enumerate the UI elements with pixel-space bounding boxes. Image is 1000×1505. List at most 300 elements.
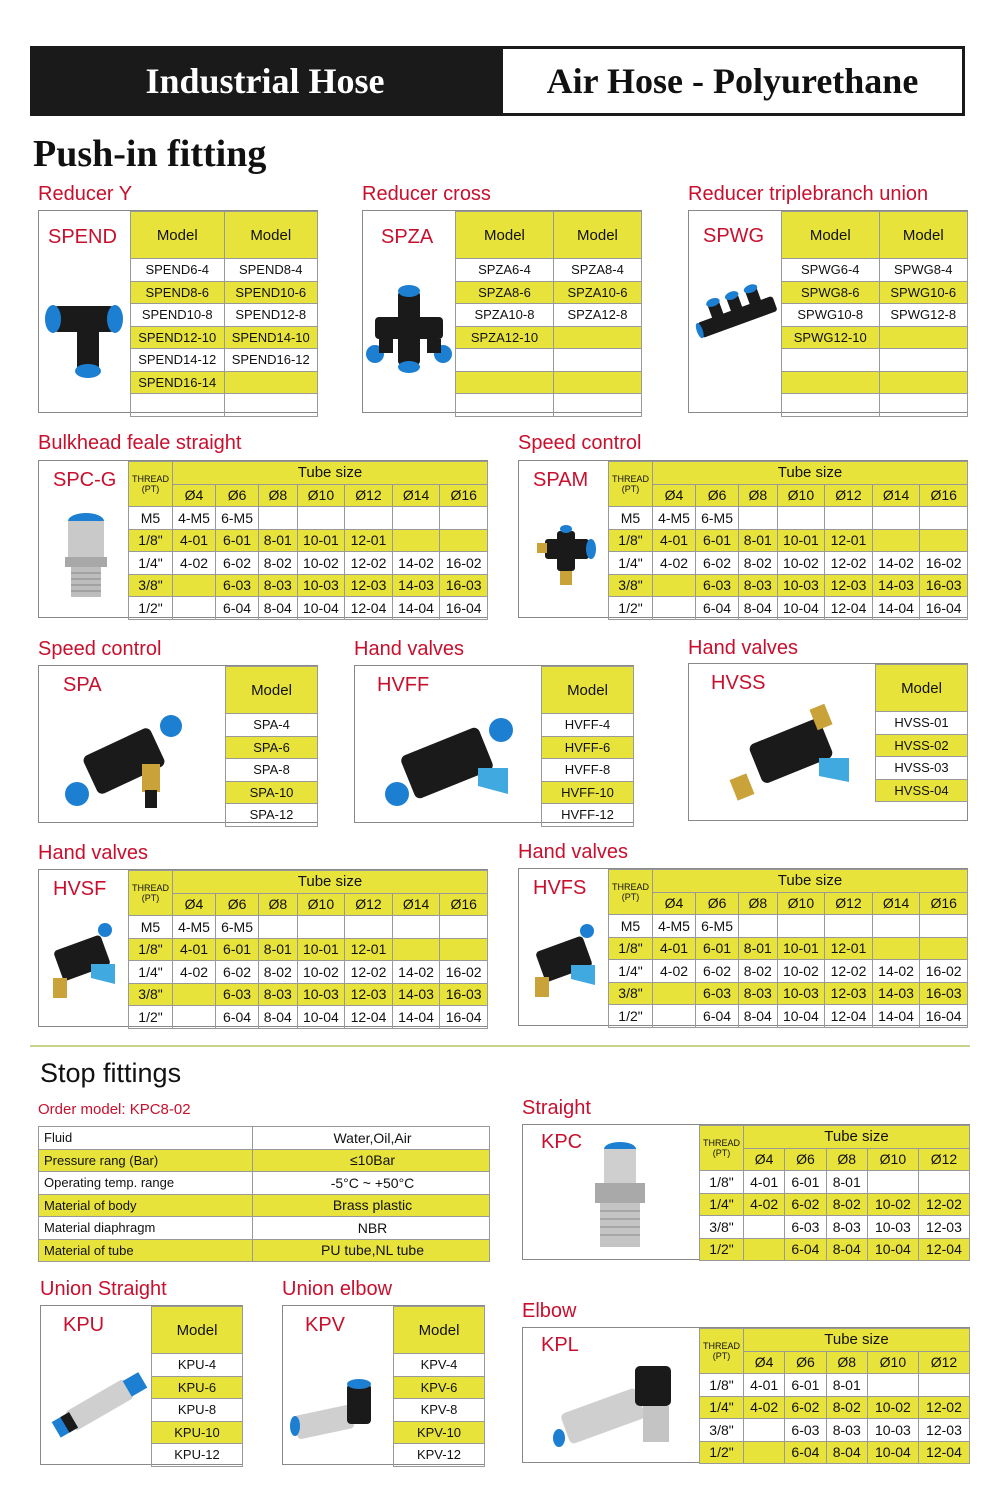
property-value: ≤10Bar [253, 1149, 490, 1172]
part-cell: 12-04 [345, 1006, 393, 1029]
hand-valves-title-1: Hand valves [354, 638, 465, 660]
table-row [394, 1376, 485, 1399]
size-header: Ø4 [653, 484, 696, 507]
model-cell: KPV-4 [394, 1354, 485, 1377]
size-header: Ø12 [918, 1351, 969, 1374]
spam-table [608, 461, 968, 620]
model-cell [553, 394, 641, 417]
table-row [700, 1374, 970, 1397]
part-cell [920, 937, 968, 960]
size-header: Ø8 [739, 484, 778, 507]
table-row [129, 507, 488, 530]
table-row [131, 259, 318, 282]
size-header: Ø12 [345, 893, 393, 916]
spza-col2: Model [553, 212, 641, 259]
size-header: Ø10 [297, 893, 345, 916]
part-cell [744, 1419, 785, 1442]
part-cell: 8-04 [259, 1006, 298, 1029]
part-cell [440, 507, 488, 530]
part-cell: 10-04 [867, 1441, 918, 1464]
part-cell: 6-04 [216, 597, 259, 620]
part-cell: 12-04 [345, 597, 393, 620]
table-row [131, 326, 318, 349]
tube-size-header: Tube size [173, 871, 488, 894]
hand-valves-title-3: Hand valves [38, 842, 149, 864]
order-model: Order model: KPC8-02 [38, 1101, 191, 1118]
spwg-block [688, 210, 968, 413]
model-cell: SPZA10-8 [456, 304, 554, 327]
hvfs-table [608, 869, 968, 1028]
part-cell: 12-03 [345, 574, 393, 597]
size-header: Ø8 [826, 1351, 867, 1374]
thread-cell: 1/4" [129, 552, 173, 575]
part-cell: 10-03 [297, 574, 345, 597]
table-row [129, 983, 488, 1006]
table-row [131, 281, 318, 304]
thread-header [129, 462, 173, 507]
part-cell: 4-M5 [173, 507, 216, 530]
table-row [782, 326, 968, 349]
model-cell: SPA-4 [226, 714, 318, 737]
size-header: Ø12 [345, 484, 393, 507]
thread-cell: 1/8" [609, 529, 653, 552]
property-value: -5°C ~ +50°C [253, 1172, 490, 1195]
model-cell: KPV-8 [394, 1399, 485, 1422]
part-cell: 4-02 [653, 552, 696, 575]
part-cell: 16-04 [920, 597, 968, 620]
table-row [700, 1171, 970, 1194]
hvss-rows [876, 712, 968, 802]
model-cell [879, 349, 967, 372]
union-elbow-title: Union elbow [282, 1278, 393, 1300]
speed-control-title-2: Speed control [38, 638, 162, 660]
table-row [782, 349, 968, 372]
union-straight-title: Union Straight [40, 1278, 167, 1300]
part-cell [872, 529, 920, 552]
part-cell: 6-04 [785, 1238, 826, 1261]
hvff-fitting-image [383, 706, 533, 816]
part-cell [653, 597, 696, 620]
spza-code: SPZA [381, 226, 434, 248]
spza-col1: Model [456, 212, 554, 259]
model-cell: SPA-8 [226, 759, 318, 782]
property-row [39, 1127, 490, 1150]
part-cell: 8-02 [259, 961, 298, 984]
model-cell: SPZA12-10 [456, 326, 554, 349]
part-cell: 16-02 [440, 552, 488, 575]
property-value: Brass plastic [253, 1194, 490, 1217]
reducer-triplebranch-title: Reducer triplebranch union [688, 183, 929, 205]
part-cell: 10-04 [297, 1006, 345, 1029]
part-cell: 4-M5 [173, 916, 216, 939]
size-header: Ø8 [739, 892, 778, 915]
part-cell: 10-03 [777, 574, 825, 597]
model-cell: SPWG8-6 [782, 281, 880, 304]
part-cell: 10-03 [777, 982, 825, 1005]
spend-col2: Model [224, 212, 318, 259]
hvss-fitting-image [725, 698, 875, 808]
table-row [609, 915, 968, 938]
part-cell: 6-01 [785, 1374, 826, 1397]
table-row [226, 804, 318, 827]
spcg-table [128, 461, 488, 620]
part-cell: 16-02 [920, 960, 968, 983]
part-cell: 8-03 [739, 982, 778, 1005]
part-cell [392, 507, 440, 530]
size-header: Ø10 [777, 484, 825, 507]
model-cell: SPA-12 [226, 804, 318, 827]
table-row [456, 349, 642, 372]
model-cell [782, 371, 880, 394]
hvfs-block [518, 868, 968, 1026]
hvff-code: HVFF [377, 674, 430, 696]
thread-cell: 3/8" [609, 574, 653, 597]
part-cell: 12-01 [345, 529, 393, 552]
part-cell: 14-02 [392, 961, 440, 984]
model-cell: SPEND8-4 [224, 259, 318, 282]
part-cell [825, 915, 873, 938]
thread-label: THREAD [611, 474, 649, 484]
property-row [39, 1149, 490, 1172]
part-cell [867, 1374, 918, 1397]
hvsf-fitting-image [45, 912, 125, 1012]
thread-label: THREAD [611, 882, 649, 892]
part-cell: 12-02 [345, 552, 393, 575]
model-cell [879, 371, 967, 394]
push-in-fitting-title: Push-in fitting [33, 133, 267, 175]
part-cell: 12-01 [345, 938, 393, 961]
table-row [129, 597, 488, 620]
part-cell: 4-M5 [653, 507, 696, 530]
kpv-code: KPV [305, 1314, 346, 1336]
model-cell: SPWG8-4 [879, 259, 967, 282]
kpu-table [151, 1306, 243, 1467]
thread-header [609, 870, 653, 915]
part-cell [777, 507, 825, 530]
part-cell: 10-02 [777, 552, 825, 575]
table-row [131, 371, 318, 394]
model-cell: KPV-12 [394, 1444, 485, 1467]
part-cell: 10-01 [777, 937, 825, 960]
hvff-rows [542, 714, 634, 827]
thread-unit: (PT) [621, 484, 640, 494]
hvss-table [875, 664, 968, 802]
part-cell [739, 915, 778, 938]
part-cell: 14-03 [872, 982, 920, 1005]
part-cell: 8-03 [826, 1419, 867, 1442]
hvss-block [688, 663, 968, 821]
table-row [129, 961, 488, 984]
model-cell [879, 326, 967, 349]
part-cell: 8-02 [739, 960, 778, 983]
table-row [226, 781, 318, 804]
table-row [700, 1216, 970, 1239]
header-air-hose: Air Hose - Polyurethane [500, 46, 965, 116]
size-header: Ø10 [867, 1148, 918, 1171]
part-cell: 10-01 [777, 529, 825, 552]
table-row [129, 1006, 488, 1029]
table-row [609, 960, 968, 983]
part-cell: 12-02 [918, 1193, 969, 1216]
size-header: Ø8 [826, 1148, 867, 1171]
model-cell: KPV-6 [394, 1376, 485, 1399]
part-cell: 6-02 [216, 961, 259, 984]
table-row [609, 507, 968, 530]
section-divider [30, 1045, 970, 1047]
part-cell: 4-02 [653, 960, 696, 983]
size-header: Ø12 [825, 484, 873, 507]
part-cell: 12-02 [825, 960, 873, 983]
part-cell: 16-03 [920, 574, 968, 597]
part-cell [440, 938, 488, 961]
size-header: Ø4 [653, 892, 696, 915]
part-cell: 6-03 [216, 983, 259, 1006]
part-cell: 10-02 [297, 961, 345, 984]
thread-cell: 1/8" [129, 938, 173, 961]
part-cell: 14-04 [392, 597, 440, 620]
bulkhead-title: Bulkhead feale straight [38, 432, 242, 454]
part-cell: 6-02 [785, 1193, 826, 1216]
thread-cell: 1/2" [609, 1005, 653, 1028]
thread-cell: M5 [609, 507, 653, 530]
part-cell [259, 916, 298, 939]
part-cell: 10-01 [297, 529, 345, 552]
part-cell [392, 529, 440, 552]
part-cell: 6-03 [696, 982, 739, 1005]
part-cell [259, 507, 298, 530]
model-cell: SPEND8-6 [131, 281, 225, 304]
part-cell: 6-01 [785, 1171, 826, 1194]
spza-block [362, 210, 642, 413]
model-cell: HVSS-03 [876, 757, 968, 780]
spend-rows [131, 259, 318, 417]
kpv-rows [394, 1354, 485, 1467]
property-value: NBR [253, 1217, 490, 1240]
thread-cell: 3/8" [609, 982, 653, 1005]
part-cell [440, 916, 488, 939]
hvfs-fitting-image [525, 911, 605, 1011]
thread-cell: 1/2" [700, 1238, 744, 1261]
thread-unit: (PT) [712, 1351, 731, 1361]
model-cell: KPU-10 [152, 1421, 243, 1444]
part-cell: 8-01 [739, 529, 778, 552]
part-cell: 12-04 [918, 1441, 969, 1464]
part-cell: 16-04 [920, 1005, 968, 1028]
table-row [226, 714, 318, 737]
kpl-fitting-image [549, 1348, 689, 1458]
part-cell: 12-04 [825, 597, 873, 620]
part-cell: 4-01 [744, 1171, 785, 1194]
model-cell: HVFF-10 [542, 781, 634, 804]
part-cell: 6-M5 [216, 507, 259, 530]
part-cell [872, 915, 920, 938]
table-row [129, 916, 488, 939]
part-cell: 8-03 [259, 983, 298, 1006]
table-row [129, 529, 488, 552]
part-cell [744, 1238, 785, 1261]
property-row [39, 1194, 490, 1217]
size-header: Ø14 [392, 484, 440, 507]
thread-label: THREAD [702, 1138, 740, 1148]
thread-unit: (PT) [621, 892, 640, 902]
part-cell [392, 938, 440, 961]
kpl-code: KPL [541, 1334, 579, 1356]
part-cell: 10-03 [297, 983, 345, 1006]
size-header: Ø16 [920, 892, 968, 915]
table-row [876, 779, 968, 802]
part-cell: 10-04 [867, 1238, 918, 1261]
model-cell [224, 394, 318, 417]
table-row [609, 1005, 968, 1028]
model-cell: SPEND16-12 [224, 349, 318, 372]
table-row [129, 552, 488, 575]
thread-unit: (PT) [141, 484, 160, 494]
part-cell: 14-04 [392, 1006, 440, 1029]
part-cell: 12-03 [345, 983, 393, 1006]
part-cell: 12-04 [825, 1005, 873, 1028]
thread-cell: 1/2" [609, 597, 653, 620]
thread-cell: M5 [129, 916, 173, 939]
kpc-block [522, 1124, 970, 1260]
property-label: Operating temp. range [39, 1172, 253, 1195]
table-row [782, 394, 968, 417]
part-cell: 10-04 [777, 1005, 825, 1028]
thread-header [609, 462, 653, 507]
thread-cell: 3/8" [700, 1216, 744, 1239]
table-row [782, 281, 968, 304]
part-cell: 8-02 [826, 1396, 867, 1419]
table-row [542, 736, 634, 759]
part-cell: 12-03 [918, 1216, 969, 1239]
part-cell: 12-01 [825, 529, 873, 552]
part-cell: 12-03 [825, 574, 873, 597]
part-cell: 8-04 [739, 1005, 778, 1028]
part-cell: 12-01 [825, 937, 873, 960]
properties-rows [39, 1127, 490, 1262]
thread-unit: (PT) [712, 1148, 731, 1158]
model-cell: HVFF-12 [542, 804, 634, 827]
model-cell: SPEND6-4 [131, 259, 225, 282]
part-cell: 10-02 [867, 1193, 918, 1216]
size-header: Ø4 [173, 893, 216, 916]
part-cell: 4-01 [744, 1374, 785, 1397]
size-header: Ø6 [216, 484, 259, 507]
hvss-code: HVSS [711, 672, 766, 694]
hvff-col: Model [542, 667, 634, 714]
table-row [609, 937, 968, 960]
table-row [129, 938, 488, 961]
thread-cell: M5 [129, 507, 173, 530]
tube-size-header: Tube size [744, 1126, 970, 1149]
part-cell: 10-03 [867, 1216, 918, 1239]
thread-cell: 1/4" [700, 1193, 744, 1216]
model-cell [131, 394, 225, 417]
table-row [609, 574, 968, 597]
hvsf-table [128, 870, 488, 1029]
model-cell: SPEND14-12 [131, 349, 225, 372]
model-cell: HVFF-8 [542, 759, 634, 782]
part-cell: 8-04 [826, 1238, 867, 1261]
part-cell: 14-04 [872, 1005, 920, 1028]
part-cell [297, 916, 345, 939]
size-header: Ø10 [867, 1351, 918, 1374]
model-cell [456, 394, 554, 417]
model-cell: KPU-4 [152, 1354, 243, 1377]
size-header: Ø14 [872, 484, 920, 507]
size-header: Ø6 [785, 1351, 826, 1374]
part-cell: 8-01 [826, 1171, 867, 1194]
part-cell: 14-03 [392, 983, 440, 1006]
spwg-code: SPWG [703, 225, 765, 247]
thread-header [700, 1126, 744, 1171]
spend-code: SPEND [48, 226, 117, 248]
spa-block [38, 665, 318, 823]
thread-cell: 1/4" [609, 552, 653, 575]
kpu-col: Model [152, 1307, 243, 1354]
table-row [609, 982, 968, 1005]
model-cell: SPEND16-14 [131, 371, 225, 394]
thread-cell: 1/8" [609, 937, 653, 960]
table-row [542, 759, 634, 782]
spa-col: Model [226, 667, 318, 714]
model-cell: SPWG10-8 [782, 304, 880, 327]
part-cell: 16-04 [440, 1006, 488, 1029]
model-cell: KPV-10 [394, 1421, 485, 1444]
part-cell: 12-03 [918, 1419, 969, 1442]
spza-table [455, 211, 642, 417]
spa-table [225, 666, 318, 827]
part-cell: 6-03 [785, 1216, 826, 1239]
spwg-col2: Model [879, 212, 967, 259]
size-header: Ø8 [259, 484, 298, 507]
model-cell [456, 349, 554, 372]
part-cell: 10-04 [777, 597, 825, 620]
size-header: Ø6 [785, 1148, 826, 1171]
property-label: Fluid [39, 1127, 253, 1150]
part-cell: 12-02 [918, 1396, 969, 1419]
part-cell [918, 1171, 969, 1194]
table-row [456, 304, 642, 327]
part-cell: 8-03 [826, 1216, 867, 1239]
part-cell [297, 507, 345, 530]
part-cell: 6-M5 [696, 507, 739, 530]
spwg-fitting-image [693, 281, 781, 351]
kpc-code: KPC [541, 1131, 583, 1153]
hvss-col: Model [876, 665, 968, 712]
kpu-fitting-image [45, 1354, 153, 1454]
model-cell [224, 371, 318, 394]
part-cell: 8-04 [739, 597, 778, 620]
spa-code: SPA [63, 674, 102, 696]
model-cell: SPA-6 [226, 736, 318, 759]
kpu-code: KPU [63, 1314, 105, 1336]
part-cell: 8-01 [739, 937, 778, 960]
property-label: Material of body [39, 1194, 253, 1217]
table-row [394, 1444, 485, 1467]
spcg-code: SPC-G [53, 469, 117, 491]
table-row [226, 736, 318, 759]
thread-cell: 1/8" [700, 1374, 744, 1397]
model-cell: HVSS-04 [876, 779, 968, 802]
table-row [226, 759, 318, 782]
part-cell: 12-03 [825, 982, 873, 1005]
part-cell: 4-M5 [653, 915, 696, 938]
part-cell: 6-01 [696, 937, 739, 960]
header-industrial-hose: Industrial Hose [30, 46, 500, 116]
size-header: Ø6 [696, 484, 739, 507]
part-cell [392, 916, 440, 939]
model-cell [782, 394, 880, 417]
